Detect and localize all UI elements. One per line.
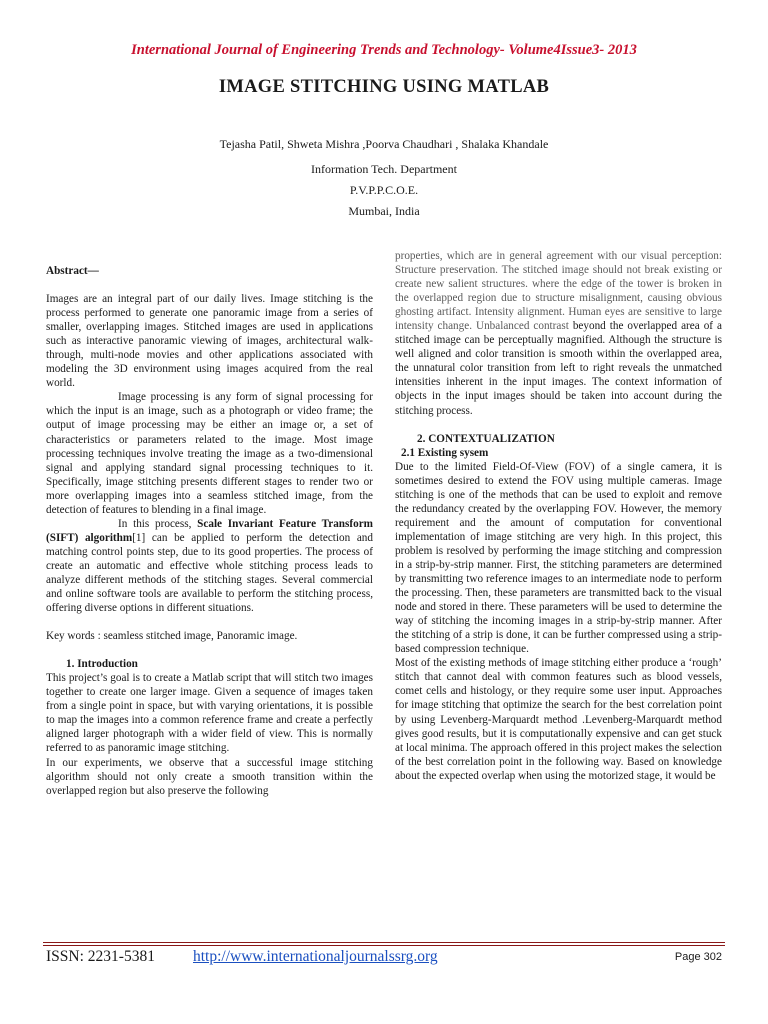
page-number: Page 302 [674,951,722,963]
intro-heading: 1. Introduction [66,658,138,671]
sift-term: Scale Invariant Feature Transform (SIFT) algorithm [46,517,373,544]
authors: Tejasha Patil, Shweta Mishra ,Poorva Chaudhari , Shalaka Khandale [219,137,549,151]
paper-title: IMAGE STITCHING USING MATLAB [218,77,550,97]
abstract-p3-lead: In this process, [118,517,198,530]
continuation-text: beyond the overlapped area of a stitched image can be perceptually magnified. Although the structure is well aligned and color transition is smooth within the overlapped area, the unnatural color transition from left to right reveals the unmatched intensities inherent in the input images. The context information of objects in the input images should be taken into account during the stitching process. [395,320,722,417]
issn: ISSN: 2231-5381 [46,948,155,965]
abstract-paragraph-3 [46,517,373,615]
location: Mumbai, India [348,204,420,218]
footer [46,948,722,972]
journal-header: International Journal of Engineering Trends and Technology- Volume4Issue3- 2013 [131,42,637,58]
section-2-1-heading: 2.1 Existing sysem [401,446,489,459]
left-column [46,264,373,798]
section-2-paragraph-2: Most of the existing methods of image stitching either produce a ‘rough’ stitch that cannot deal with common features such as blood vessels, comet cells and histology, or they require some user input. Approaches for image stitching that optimize the search for the best correlation point by using Levenberg-Marquardt method .Levenberg-Marquardt method gives good results, but it is computationally expensive and can get stuck at local minima. The approach offered in this project makes the selection of the best correlation point in the following way. Based on knowledge about the expected overlap when using the motorized stage, it would be [395,657,722,782]
abstract-paragraph-2: Image processing is any form of signal processing for which the input is an image, such as a photograph or video frame; the output of image processing may be either an image or, a set of characteristics or parameters related to the image. Most image processing techniques involve treating the image as a two-dimensional signal and applying standard signal processing techniques to it. Specifically, image stitching presents different stages to render two or more overlapping images into a seamless stitched image, from the detection of features to blending in a final image. [46,391,373,516]
journal-link[interactable]: http://www.internationaljournalssrg.org [193,948,438,965]
footer-rule [43,942,725,943]
abstract-paragraph-1: Images are an integral part of our daily lives. Image stitching is the process performed to generate one panoramic image from a series of smaller, overlapping images. Stitched images are used in applications such as interactive panoramic viewing of images, architectural walk-through, multi-node movies and other applications associated with modeling the 3D environment using images acquired from the real world. [46,293,373,390]
section-2-paragraph-1: Due to the limited Field-Of-View (FOV) of a single camera, it is sometimes desired to extend the FOV using multiple cameras. Image stitching is one of the methods that can be used to exploit and remove the redundancy created by the overlapping FOV. However, the memory requirement and the amount of computation for conventional implementation of image stitching are very high. In this project, this problem is resolved by performing the image stitching and compression in a strip-by-strip manner. First, the stitching parameters are determined by transmitting two reference images to an intermediate node to perform the processing. Then, these parameters are transmitted back to the visual node and stored in there. These parameters will be used to determine the way of stitching the incoming images in a strip-by-strip manner. After the stitching of a strip is done, it can be further compressed using a strip-based compression technique. [395,460,722,656]
intro-paragraph-2: In our experiments, we observe that a successful image stitching algorithm should not only create a smooth transition within the overlapped region but also preserve the following [46,756,373,797]
intro-paragraph-1: This project’s goal is to create a Matlab script that will stitch two images together to create one larger image. Given a sequence of images taken from a single point in space, but with varying orientations, it is possible to map the images into a common reference frame and create a perfectly aligned larger photograph with a wider field of view. This is normally referred to as panoramic image stitching. [46,672,373,755]
abstract-heading: Abstract— [46,265,99,277]
department: Information Tech. Department [311,162,457,176]
college: P.V.P.P.C.O.E. [349,183,419,197]
keywords: Key words : seamless stitched image, Panoramic image. [46,630,298,643]
right-column [395,249,722,783]
section-2-heading: 2. CONTEXTUALIZATION [417,432,555,445]
continuation-paragraph [395,249,722,418]
abstract-p3-rest: [1] can be applied to perform the detection and matching control points step, due to its good properties. The process of create an automatic and effective whole stitching process leads to analyze different methods of the stitching stages. Several commercial and online software tools are available to perform the stitching process, offering diverse options in different situations. [46,531,373,615]
continuation-gray-text: properties, which are in general agreement with our visual perception: Structure preservation. The stitched image should not break existing or create new salient structures. where the edge of the tower is broken in the overlapped region due to structure misalignment, causing obvious ghosting artifact. Intensity alignment. Human eyes are sensitive to large intensity change. Unbalanced contrast [395,250,722,333]
footer-rule-thin [43,945,725,946]
